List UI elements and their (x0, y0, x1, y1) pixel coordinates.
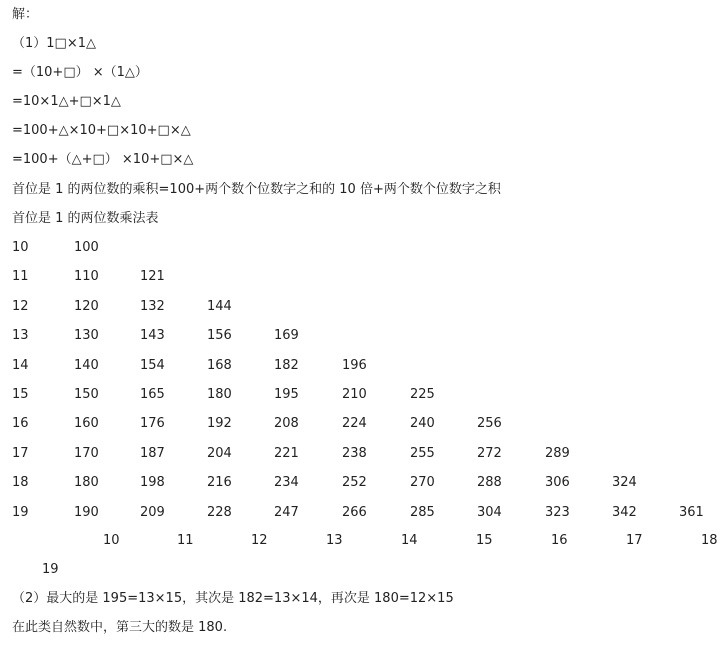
table-cell: 169 (274, 328, 299, 343)
table-row-label: 14 (12, 358, 29, 373)
table-cell: 221 (274, 446, 299, 461)
table-cell: 306 (545, 475, 570, 490)
table-cell: 110 (74, 269, 99, 284)
rule-text: 首位是 1 的两位数的乘积=100+两个数个位数字之和的 10 倍+两个数个位数字之积 (12, 182, 501, 197)
table-footer-label: 19 (42, 562, 59, 577)
table-cell: 225 (410, 387, 435, 402)
table-cell: 156 (207, 328, 232, 343)
table-cell: 228 (207, 505, 232, 520)
table-cell: 240 (410, 416, 435, 431)
solution-heading: 解： (12, 7, 39, 22)
table-cell: 130 (74, 328, 99, 343)
table-cell: 180 (74, 475, 99, 490)
table-row-label: 18 (12, 475, 29, 490)
table-row-label: 17 (12, 446, 29, 461)
table-cell: 196 (342, 358, 367, 373)
table-cell: 120 (74, 299, 99, 314)
table-footer-label: 18 (701, 533, 718, 548)
table-cell: 121 (140, 269, 165, 284)
table-cell: 304 (477, 505, 502, 520)
table-cell: 208 (274, 416, 299, 431)
table-row-label: 16 (12, 416, 29, 431)
table-footer-label: 12 (251, 533, 268, 548)
table-footer-label: 15 (476, 533, 493, 548)
table-row-label: 15 (12, 387, 29, 402)
table-row-label: 10 (12, 240, 29, 255)
table-cell: 288 (477, 475, 502, 490)
table-title: 首位是 1 的两位数乘法表 (12, 211, 159, 226)
table-cell: 140 (74, 358, 99, 373)
table-footer-label: 14 (401, 533, 418, 548)
table-cell: 192 (207, 416, 232, 431)
table-cell: 143 (140, 328, 165, 343)
part2-answer: （2）最大的是 195=13×15，其次是 182=13×14，再次是 180=12×15 (12, 591, 454, 606)
table-cell: 150 (74, 387, 99, 402)
table-cell: 285 (410, 505, 435, 520)
table-row-label: 13 (12, 328, 29, 343)
table-footer-label: 16 (551, 533, 568, 548)
table-footer-label: 10 (103, 533, 120, 548)
table-footer-label: 11 (177, 533, 194, 548)
conclusion: 在此类自然数中，第三大的数是 180. (12, 620, 228, 635)
table-row-label: 12 (12, 299, 29, 314)
part1-line-1: （1）1□×1△ (12, 36, 96, 51)
table-cell: 182 (274, 358, 299, 373)
table-cell: 266 (342, 505, 367, 520)
table-cell: 324 (612, 475, 637, 490)
table-cell: 190 (74, 505, 99, 520)
part1-line-4: =100+△×10+□×10+□×△ (12, 123, 191, 138)
table-cell: 100 (74, 240, 99, 255)
table-cell: 256 (477, 416, 502, 431)
table-cell: 198 (140, 475, 165, 490)
table-cell: 144 (207, 299, 232, 314)
part1-line-5: =100+（△+□） ×10+□×△ (12, 152, 194, 167)
table-cell: 361 (679, 505, 704, 520)
part1-line-2: =（10+□） ×（1△） (12, 65, 148, 80)
table-cell: 342 (612, 505, 637, 520)
table-cell: 209 (140, 505, 165, 520)
table-cell: 154 (140, 358, 165, 373)
table-cell: 180 (207, 387, 232, 402)
table-cell: 272 (477, 446, 502, 461)
table-cell: 176 (140, 416, 165, 431)
table-row-label: 11 (12, 269, 29, 284)
table-cell: 187 (140, 446, 165, 461)
table-cell: 216 (207, 475, 232, 490)
table-cell: 224 (342, 416, 367, 431)
table-cell: 132 (140, 299, 165, 314)
table-cell: 168 (207, 358, 232, 373)
table-cell: 160 (74, 416, 99, 431)
table-footer-label: 17 (626, 533, 643, 548)
table-cell: 247 (274, 505, 299, 520)
table-cell: 165 (140, 387, 165, 402)
table-row-label: 19 (12, 505, 29, 520)
table-cell: 234 (274, 475, 299, 490)
table-cell: 255 (410, 446, 435, 461)
table-footer-label: 13 (326, 533, 343, 548)
table-cell: 270 (410, 475, 435, 490)
table-cell: 252 (342, 475, 367, 490)
table-cell: 204 (207, 446, 232, 461)
table-cell: 289 (545, 446, 570, 461)
table-cell: 195 (274, 387, 299, 402)
part1-line-3: =10×1△+□×1△ (12, 94, 121, 109)
table-cell: 238 (342, 446, 367, 461)
table-cell: 323 (545, 505, 570, 520)
table-cell: 210 (342, 387, 367, 402)
table-cell: 170 (74, 446, 99, 461)
